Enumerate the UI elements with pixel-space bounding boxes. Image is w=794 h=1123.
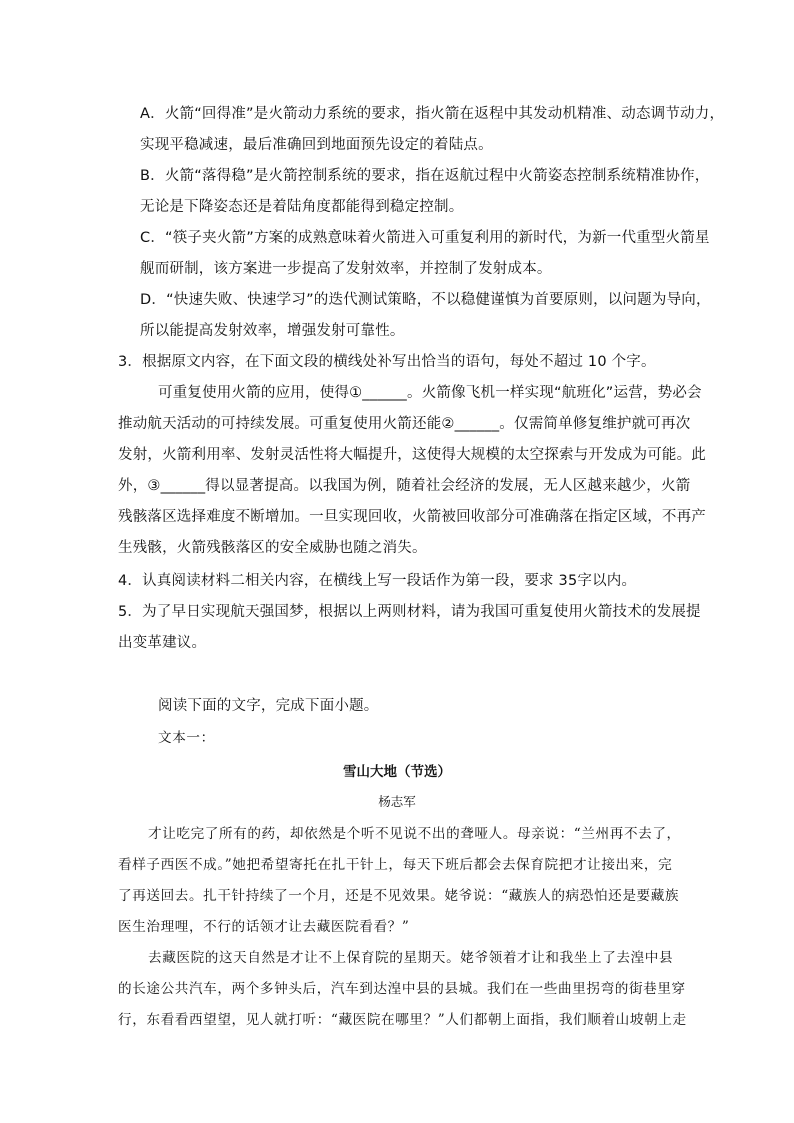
article-author: 杨志军 (378, 794, 416, 809)
question-4: 4．认真阅读材料二相关内容，在横线上写一段话作为第一段，要求 35字以内。 (118, 573, 637, 589)
question-5-line-1: 5．为了早日实现航天强国梦，根据以上两则材料，请为我国可重复使用火箭技术的发展提 (118, 604, 701, 620)
article-line: 医生治理哩，不行的话领才让去藏医院看看？” (118, 919, 410, 935)
option-b-line-2: 无论是下降姿态还是着陆角度都能得到稳定控制。 (140, 199, 464, 215)
article-line: 才让吃完了所有的药，却依然是个听不见说不出的聋哑人。母亲说：“兰州再不去了， (148, 826, 681, 842)
article-line: 了再送回去。扎干针持续了一个月，还是不见效果。姥爷说：“藏族人的病恐怕还是要藏族 (118, 888, 680, 904)
option-a-line-1: A．火箭“回得准”是火箭动力系统的要求，指火箭在返程中其发动机精准、动态调节动力， (140, 106, 725, 122)
option-d-line-2: 所以能提高发射效率，增强发射可靠性。 (140, 323, 405, 339)
question-3-passage-line: 外，③______得以显著提高。以我国为例，随着社会经济的发展，无人区越来越少，火箭 (118, 478, 691, 494)
reading-intro: 阅读下面的文字，完成下面小题。 (158, 698, 379, 714)
question-3-passage-line: 残骸落区选择难度不断增加。一旦实现回收，火箭被回收部分可准确落在指定区域，不再产 (118, 509, 706, 525)
article-title: 雪山大地（节选） (343, 764, 451, 780)
option-c-line-1: C．“筷子夹火箭”方案的成熟意味着火箭进入可重复利用的新时代，为新一代重型火箭星 (140, 230, 710, 246)
question-3-prompt: 3．根据原文内容，在下面文段的横线处补写出恰当的语句，每处不超过 10 个字。 (118, 354, 656, 370)
question-3-passage-line: 发射，火箭利用率、发射灵活性将大幅提升，这使得大规模的太空探索与开发成为可能。此 (118, 447, 706, 463)
question-3-passage-line: 生残骸，火箭残骸落区的安全威胁也随之消失。 (118, 540, 427, 556)
option-b-line-1: B．火箭“落得稳”是火箭控制系统的要求，指在返航过程中火箭姿态控制系统精准协作， (140, 168, 710, 184)
question-3-passage-line: 可重复使用火箭的应用，使得①______。火箭像飞机一样实现“航班化”运营，势必会 (158, 385, 702, 401)
text-label: 文本一： (158, 730, 215, 746)
option-a-line-2: 实现平稳减速，最后准确回到地面预先设定的着陆点。 (140, 137, 493, 153)
article-line: 的长途公共汽车，两个多钟头后，汽车到达湟中县的县城。我们在一些曲里拐弯的街巷里穿 (118, 981, 686, 997)
article-line: 看样子西医不成。”她把希望寄托在扎干针上，每天下班后都会去保育院把才让接出来，完 (118, 857, 673, 873)
question-5-line-2: 出变革建议。 (118, 635, 207, 651)
option-d-line-1: D．“快速失败、快速学习”的迭代测试策略，不以稳健谨慎为首要原则，以问题为导向， (140, 292, 711, 308)
option-c-line-2: 舰而研制，该方案进一步提高了发射效率，并控制了发射成本。 (140, 261, 552, 277)
article-line: 行，东看看西望望，见人就打听：“藏医院在哪里？”人们都朝上面指，我们顺着山坡朝上走 (118, 1012, 687, 1028)
question-3-passage-line: 推动航天活动的可持续发展。可重复使用火箭还能②______。仅需简单修复维护就可再次 (118, 416, 691, 432)
article-line: 去藏医院的这天自然是才让不上保育院的星期天。姥爷领着才让和我坐上了去湟中县 (148, 950, 674, 966)
